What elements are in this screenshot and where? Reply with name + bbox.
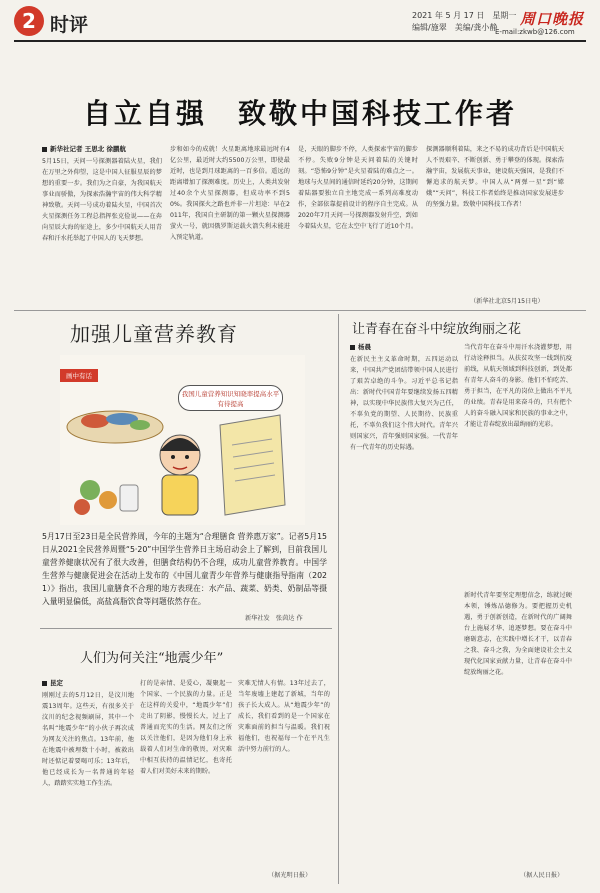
lead-col-4: 探测器顺利着陆，来之不易的成功背后是中国航天人不畏艰辛、不断创新、勇于攀登的体现。探索浩瀚宇宙，发展航天事业，建设航天强国，是我们不懈追求的航天梦。中国人从“两弹一星”到“嫦娥”“天问”，科技工作者始终是推动国家发展进步的坚强力量。致敬中国科技工作者！ — [426, 146, 564, 208]
earthquake-credit: （据光明日报） — [268, 872, 312, 879]
youth-col-1: 在新民主主义革命时期，五四运动以来，中国共产党团结带领中国人民进行了艰苦卓绝的斗争。习近平总书记指出：新时代中国青年要继续发扬五四精神，以实现中华民族伟大复兴为己任，不辜负党的期望、人民期待、民族重托，不辜负我们这个伟大时代。青年兴则国家兴，青年强则国家强。一代青年有一代青年的历史际遇。 — [350, 356, 458, 451]
youth-byline: 杨晨 — [350, 342, 371, 351]
editor-line: 编辑/施翠 美编/龚小静 — [412, 23, 498, 32]
lead-byline: 新华社记者 王思北 徐鹏航 — [42, 144, 126, 153]
newspaper-logo: 周口晚报 — [520, 10, 585, 28]
earthquake-title: 人们为何关注“地震少年” — [80, 651, 224, 666]
earthquake-col-1: 刚刚过去的5月12日，是汶川地震13周年。这些天，有很多关于汶川的纪念视频刷屏，其中一个名叫“地震少年”的小伙子再次成为网友关注的焦点。13年前，他在地震中被埋数十小时，被救出时还惦记着要喝可乐；13年后，他已经成长为一名普通的年轻人，踏踏实实地工作生活。 — [42, 692, 134, 787]
nutrition-title: 加强儿童营养教育 — [70, 322, 238, 346]
earthquake-col-3: 灾难无情人有情。13年过去了，当年废墟上建起了新城，当年的孩子长大成人。从“地震少年”的成长，我们看到的是一个国家在灾难面前的担当与温暖。我们祝福他们，也祝福每一个在平凡生活中努力前行的人。 — [238, 680, 330, 753]
masthead-rule — [14, 40, 586, 42]
email-address: E-mail:zkwb@126.com — [495, 28, 575, 36]
youth-col-3: 新时代青年要坚定理想信念，练就过硬本领，锤炼品德修为。要把握历史机遇，勇于创新创造，在新时代的广阔舞台上施展才华、追逐梦想。要在奋斗中磨砺意志，在实践中增长才干，以青春之我、奋斗之我，为全面建设社会主义现代化国家贡献力量，让青春在奋斗中绽放绚丽之花。 — [464, 592, 572, 676]
earthquake-byline: 昆定 — [42, 678, 63, 687]
cartoon-illustration — [60, 355, 305, 525]
section-divider — [14, 310, 586, 311]
nutrition-divider — [40, 628, 332, 629]
section-number-badge: 2 — [14, 6, 44, 36]
date-line: 2021 年 5 月 17 日 星期一 — [412, 11, 517, 20]
youth-credit: （据人民日报） — [520, 872, 564, 879]
main-headline: 自立自强 致敬中国科技工作者 — [82, 97, 517, 130]
cartoon-speech-bubble: 我国儿童营养知识知晓率提高水平有待提高 — [178, 385, 283, 411]
earthquake-col-2: 打的是亲情、是爱心，凝聚起一个国家、一个民族的力量。正是在这样的关爱中，“地震少年”们走出了阴影，慢慢长大，过上了普通而充实的生活。网友们之所以关注他们，是因为他们身上承载着人们对生命的敬畏，对灾难中相互扶持的温情记忆，也寄托着人们对美好未来的期盼。 — [140, 680, 232, 775]
lead-col-3: 是，天眼的脚步不停，人类探索宇宙的脚步不停。失败9分钟是天问着陆的关键时刻。“恐怖9分钟”是火星着陆的难点之一。地球与火星间的通信时延约20分钟，这期间着陆器要独立自主地完成一系列高难度动作，全部依靠提前设计的程序自主完成。从2020年7月天问一号探测器发射升空，到如今着陆火星，它在太空中飞行了近10个月。 — [298, 146, 418, 230]
lead-col-2: 步和如今的成就！火星距离地球最远时有4亿公里，最近时大约5500万公里，即使最近时，也是到月球距离的一百多倍。遥远的距离增加了探测难度。历史上，人类共发射过40余个火星探测器，但成功率不到50%。我国探火之路也并非一片坦途：早在2011年，我国自主研制的第一颗火星探测器萤火一号，就因俄罗斯运载火箭失利未能进入预定轨道。 — [170, 146, 290, 241]
lead-credit: （新华社北京5月15日电） — [470, 298, 544, 305]
column-divider — [338, 314, 339, 884]
youth-col-2: 当代青年在奋斗中用汗水浇灌梦想，用行动诠释担当。从扶贫攻坚一线到抗疫前线，从航天领域到科技创新，到处都有青年人奋斗的身影。他们不怕吃苦、勇于担当，在平凡的岗位上做出不平凡的业绩。青春是用来奋斗的，只有把个人的奋斗融入国家和民族的事业之中，才能让青春绽放出最绚丽的光彩。 — [464, 344, 572, 428]
nutrition-cartoon — [60, 355, 305, 525]
nutrition-text: 5月17日至23日是全民营养周，今年的主题为“合理膳食 营养惠万家”。记者5月15日从2021全民营养周暨“5·20”中国学生营养日主场启动会上了解到，目前我国儿童营养健康状况有了很大改善，但膳食结构仍不合理，成功儿童营养教育。中国学生营养与健康促进会在活动上发布的《中国儿童青少年营养与健康指导指南（2021）》指出，我国儿童膳食不合理的地方表现在：水产品、蔬菜、奶类、奶制品等摄入量明显偏低，高盐高脂饮食等问题依然存在。 — [42, 532, 327, 606]
youth-title: 让青春在奋斗中绽放绚丽之花 — [352, 322, 522, 337]
cartoon-tag: 画中有话 — [60, 369, 98, 382]
lead-col-1: 5月15日，天问一号探测器着陆火星，我们在万里之外仰望，这是中国人征服星辰的梦想的重要一步。我们为之自豪，为我国航天事业而骄傲，为探索浩瀚宇宙的伟大科学精神致敬。天问一号成功着陆火星，中国首次火星探测任务工程总指挥张克俭说——在奔向星辰大海的征途上，多少中国航天人用青春和汗水托举起了中国人的飞天梦想。 — [42, 158, 162, 242]
section-name: 时评 — [50, 14, 89, 36]
nutrition-credit: 新华社发 张茵达 作 — [245, 615, 303, 622]
